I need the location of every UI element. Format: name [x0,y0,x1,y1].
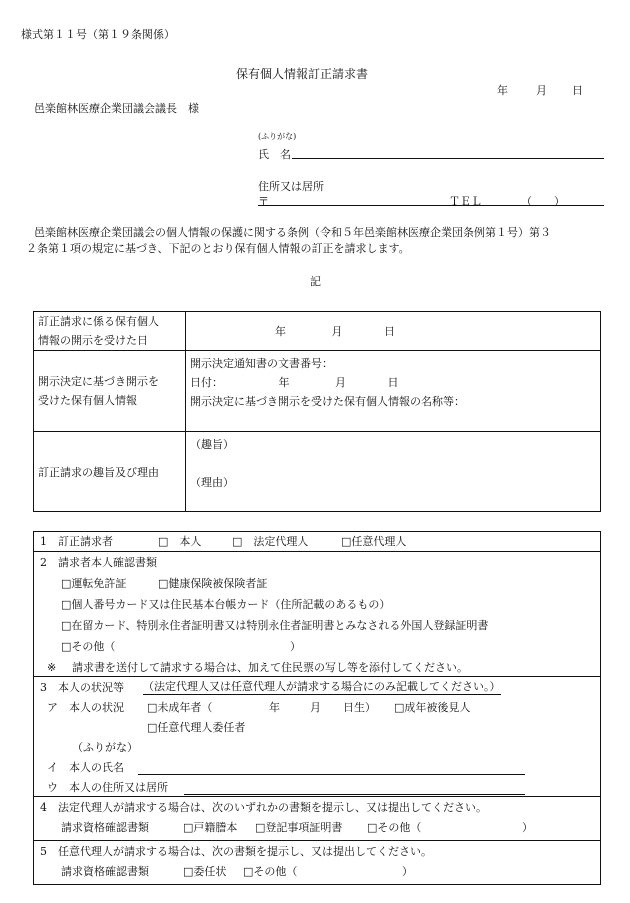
section-2 [34,552,601,677]
person-address-label: ウ 本人の住所又は居所 [47,781,168,794]
requester-label: 1 訂正請求者 [40,535,113,548]
section-4-options-line [34,819,600,836]
id-docs-label: 2 請求者本人確認書類 [40,556,157,569]
label-line: 開示決定に基づき開示を [38,375,159,388]
section-1 [34,532,601,552]
person-status-note: （法定代理人又は任意代理人が請求する場合にのみ記載してください。） [143,680,501,693]
section-2-line-4 [34,638,600,655]
delegator-checkbox[interactable]: □任意代理人委任者 [147,721,246,734]
label-line: 情報の開示を受けた日 [38,334,148,347]
ki-label: 記 [310,275,321,288]
purpose-reason-field[interactable] [186,432,601,512]
disclosed-info-label [34,351,186,432]
status-a-label: ア 本人の状況 [47,701,124,714]
tel-label: ＴＥＬ [449,195,482,208]
section-4 [34,797,601,841]
other-doc-checkbox[interactable]: □その他（ [243,865,298,878]
section-3-a-line-1 [34,699,600,716]
section-2-line-2 [34,596,600,613]
addressee: 邑楽館林医療企業団議会議長 様 [34,102,199,115]
applicant-address-label: 住所又は居所 [258,180,324,193]
applicant-name-field[interactable] [292,158,604,159]
section-2-label-line [34,554,600,571]
section-4-label-line [34,799,600,816]
disclosure-date-label [34,312,186,351]
page-title: 保有個人情報訂正請求書 [236,67,369,81]
mynumber-card-checkbox[interactable]: □個人番号カード又は住民基本台帳カード（住所記載のあるもの） [61,598,391,611]
correction-details-table [33,311,601,512]
applicant-furigana: (ふりがな) [258,132,297,141]
self-checkbox[interactable]: □ 本人 [158,535,202,548]
disclosed-info-field[interactable] [186,351,601,432]
person-name-field[interactable] [138,759,525,775]
table-row [34,351,601,432]
voluntary-agent-docs-label: 5 任意代理人が請求する場合は、次の書類を提示し、又は提出してください。 [40,845,432,858]
year-mark: 年 [278,376,290,389]
other-doc-checkbox[interactable]: □その他（ [367,821,422,834]
note-text: 請求書を送付して請求する場合は、加えて住民票の写し等を添付してください。 [72,661,468,674]
day-mark: 日 [384,325,395,338]
section-2-line-3 [34,617,600,634]
month-mark: 月 [335,376,346,389]
section-3-address-line [34,779,600,796]
table-row [34,797,601,841]
person-address-field[interactable] [184,779,525,795]
health-insurance-checkbox[interactable]: □健康保険被保険者証 [158,577,268,590]
document-date-line [190,373,596,392]
intro-text-2: ２条第１項の規定に基づき、下記のとおり保有個人情報の訂正を請求します。 [26,242,410,255]
birth-day-mark: 日生） [343,701,376,714]
table-row [34,532,601,552]
legal-agent-checkbox[interactable]: □ 法定代理人 [232,535,309,548]
intro-text-1: 邑楽館林医療企業団議会の個人情報の保護に関する条例（令和５年邑楽館林医療企業団条例第１号）第３ [34,226,551,239]
document-number-line: 開示決定通知書の文書番号： [190,357,333,370]
residence-card-checkbox[interactable]: □在留カード、特別永住者証明書又は特別永住者証明書とみなされる外国人登録証明書 [61,619,489,632]
table-row [34,552,601,677]
other-doc-close: ） [522,821,533,834]
date-day: 日 [572,84,583,97]
person-status-label: 3 本人の状況等 [40,681,124,694]
date-month: 月 [536,84,547,97]
date-label: 日付： [190,376,223,389]
day-mark: 日 [387,376,399,389]
section-2-line-1 [34,575,600,592]
year-mark: 年 [275,325,286,338]
table-row [34,432,601,512]
section-3 [34,677,601,797]
reason-label: （理由） [190,476,234,489]
section-3-name-line [34,759,600,776]
tel-paren: （ ） [521,195,565,208]
table-row [34,312,601,351]
purpose-label: （趣旨） [190,438,234,451]
section-3-a-line-2 [34,719,600,736]
power-of-attorney-checkbox[interactable]: □委任状 [183,865,227,878]
note-mark: ※ [47,661,57,674]
adult-ward-checkbox[interactable]: □成年被後見人 [394,701,471,714]
section-2-note [34,659,600,676]
minor-checkbox[interactable]: □未成年者（ [147,701,213,714]
drivers-license-checkbox[interactable]: □運転免許証 [61,577,127,590]
postal-mark: 〒 [258,195,269,208]
other-id-checkbox[interactable]: □その他（ [61,640,116,653]
qualification-docs-label: 請求資格確認書類 [61,865,149,878]
legal-agent-docs-label: 4 法定代理人が請求する場合は、次のいずれかの書類を提示し、又は提出してください。 [40,801,487,814]
family-register-checkbox[interactable]: □戸籍謄本 [183,821,238,834]
date-year: 年 [497,84,508,97]
qualification-docs-label: 請求資格確認書類 [61,821,149,834]
table-row [34,677,601,797]
applicant-name-label: 氏 名 [258,148,291,161]
disclosure-date-field[interactable] [186,312,601,351]
person-name-label: イ 本人の氏名 [47,761,124,774]
table-row [34,841,601,885]
section-5-label-line [34,843,600,860]
requester-info-table [33,531,601,885]
section-3-label-line [34,679,600,696]
person-furigana-label: （ふりがな） [72,741,138,754]
section-5 [34,841,601,885]
label-line: 訂正請求に係る保有個人 [38,315,159,328]
birth-month-mark: 月 [310,701,321,714]
form-number: 様式第１１号（第１９条関係） [21,28,175,41]
info-name-line: 開示決定に基づき開示を受けた保有個人情報の名称等： [190,395,465,408]
section-1-line [34,532,600,551]
other-doc-close: ） [402,865,413,878]
other-id-close: ） [290,640,301,653]
voluntary-agent-checkbox[interactable]: □任意代理人 [341,535,407,548]
section-3-furigana-line [34,739,600,756]
registry-certificate-checkbox[interactable]: □登記事項証明書 [255,821,343,834]
applicant-address-field[interactable] [258,205,604,206]
birth-year-mark: 年 [269,701,280,714]
purpose-reason-label: 訂正請求の趣旨及び理由 [34,432,186,512]
label-line: 受けた保有個人情報 [38,394,137,407]
section-5-options-line [34,863,600,880]
month-mark: 月 [331,325,343,338]
